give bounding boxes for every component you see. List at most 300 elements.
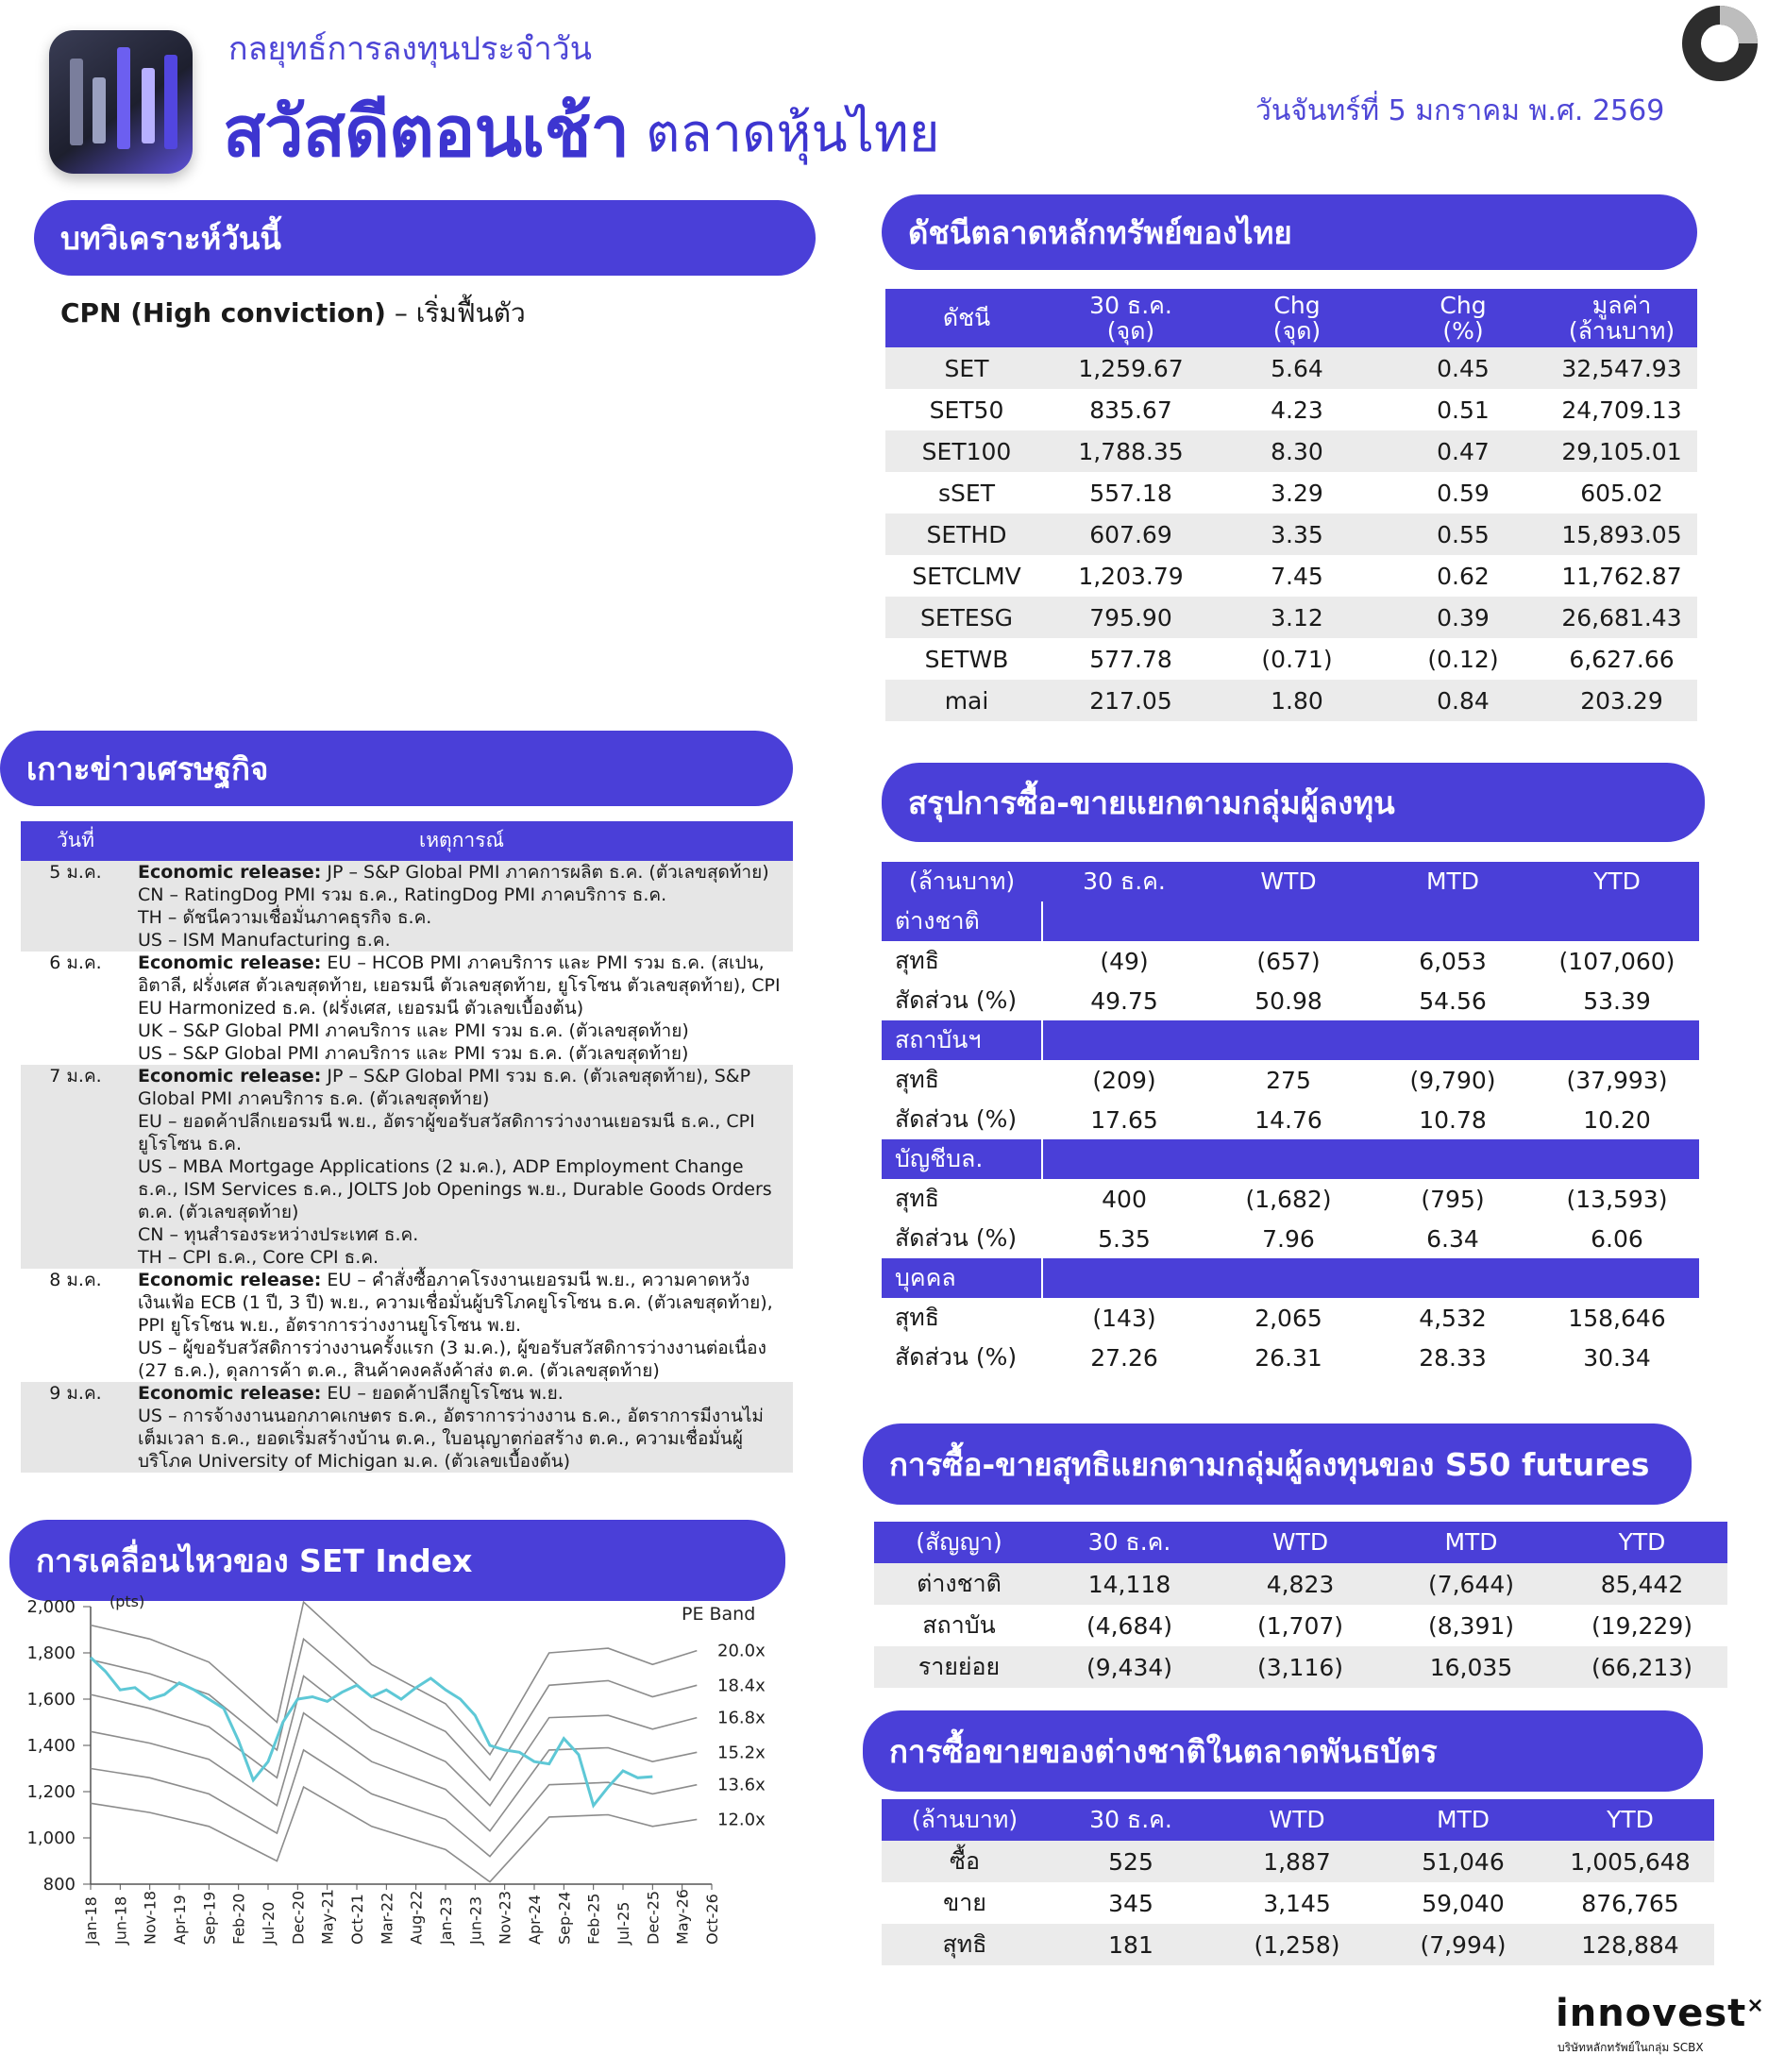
pe-band-label: 13.6x <box>717 1775 766 1795</box>
investor-cell: 26.31 <box>1255 1343 1322 1372</box>
news-header-text: วันที่ <box>57 829 94 852</box>
index-row <box>885 347 1697 389</box>
index-cell: 0.59 <box>1437 479 1490 507</box>
investor-header-3 <box>1371 862 1535 901</box>
index-cell: SET100 <box>885 430 1048 472</box>
investor-cell: 275 <box>1266 1066 1311 1094</box>
pe-band-label: 16.8x <box>717 1708 766 1728</box>
investor-row <box>882 1219 1699 1258</box>
index-cell: 26,681.43 <box>1546 597 1697 638</box>
investor-header-2 <box>1206 862 1371 901</box>
bond-row <box>882 1841 1714 1882</box>
index-cell: sSET <box>938 479 995 507</box>
news-row <box>21 952 793 1065</box>
futures-row <box>874 1605 1727 1646</box>
pe-band-line <box>91 1639 697 1780</box>
investor-cell: 158,646 <box>1568 1304 1666 1332</box>
investor-group-filler <box>1371 1258 1535 1298</box>
investor-group-row <box>882 901 1699 941</box>
investor-cell: สัดส่วน (%) <box>895 1343 1018 1371</box>
investor-cell: (37,993) <box>1566 1066 1668 1094</box>
investor-cell: สัดส่วน (%) <box>895 986 1018 1014</box>
index-cell: 0.51 <box>1437 396 1490 424</box>
bond-cell: 345 <box>1108 1889 1154 1917</box>
y-tick-label: 2,000 <box>26 1597 76 1617</box>
bond-table-heading: การซื้อขายของต่างชาติในตลาดพันธบัตร <box>863 1710 1703 1792</box>
investor-header-1 <box>1042 862 1206 901</box>
investor-group-row <box>882 1139 1699 1179</box>
index-cell: SET <box>885 347 1048 389</box>
futures-cell: (66,213) <box>1557 1646 1727 1688</box>
index-header-text: (จุด) <box>1106 317 1155 345</box>
index-cell: 29,105.01 <box>1546 430 1697 472</box>
index-cell: 6,627.66 <box>1569 645 1675 673</box>
news-table <box>21 821 793 1473</box>
report-date: วันจันทร์ที่ 5 มกราคม พ.ศ. 2569 <box>1255 94 1665 127</box>
investor-cell: 10.78 <box>1419 1105 1487 1134</box>
x-tick-label: Jul-20 <box>260 1901 278 1945</box>
y-tick-label: 1,200 <box>26 1782 76 1802</box>
index-header-1 <box>1048 289 1214 347</box>
y-axis-label: (pts) <box>109 1595 145 1610</box>
investor-group-filler <box>1206 1020 1371 1060</box>
news-label: Economic release: <box>138 1066 322 1087</box>
index-row <box>885 597 1697 638</box>
candlestick-chart-icon <box>49 30 193 174</box>
brand-tagline: บริษัทหลักทรัพย์ในกลุ่ม SCBX <box>1558 2041 1704 2054</box>
bond-header-text: WTD <box>1269 1806 1325 1834</box>
investor-row <box>882 1060 1699 1100</box>
y-tick-label: 1,600 <box>26 1690 76 1710</box>
brand-logo <box>1556 1992 1765 2035</box>
news-date: 6 ม.ค. <box>49 952 102 973</box>
news-row <box>21 861 793 952</box>
investor-cell: (49) <box>1100 947 1149 975</box>
news-line: US – S&P Global PMI ภาคบริการ และ PMI รวม ธ.ค. (ตัวเลขสุดท้าย) <box>138 1043 689 1064</box>
investor-cell: (9,790) <box>1409 1066 1496 1094</box>
investor-group-filler <box>1371 901 1535 941</box>
bond-cell: 128,884 <box>1546 1924 1714 1965</box>
news-line: EU – ยอดค้าปลีกเยอรมนี พ.ย., อัตราผู้ขอรับสวัสดิการว่างงานเยอรมนี ธ.ค., CPI ยูโรโซน ธ.ค. <box>138 1111 755 1154</box>
futures-cell: 4,823 <box>1215 1563 1386 1605</box>
index-cell: 5.64 <box>1214 347 1380 389</box>
investor-group-name: บัญชีบล. <box>882 1139 1042 1179</box>
x-tick-label: Jan-23 <box>437 1896 455 1945</box>
futures-row <box>874 1646 1727 1688</box>
pe-band-label: 12.0x <box>717 1810 766 1830</box>
investor-header-text: WTD <box>1260 868 1317 896</box>
news-line: UK – S&P Global PMI ภาคบริการ และ PMI รวม ธ.ค. (ตัวเลขสุดท้าย) <box>138 1020 689 1041</box>
news-line: EU – HCOB PMI ภาคบริการ และ PMI รวม ธ.ค. (สเปน, อิตาลี, ฝรั่งเศส ตัวเลขสุดท้าย, เยอรมนี ตัวเลขสุดท้าย, ยูโรโซน ตัวเลขสุดท้าย), CPI EU Harmonized ธ.ค. (ฝรั่งเศส, เยอรมนี ตัวเลขเบื้องต้น) <box>138 952 781 1019</box>
news-line: US – การจ้างงานนอกภาคเกษตร ธ.ค., อัตราการว่างงาน ธ.ค., อัตราการมีงานไม่เต็มเวลา ธ.ค., ยอดเริ่มสร้างบ้าน ต.ค., ใบอนุญาตก่อสร้าง ต.ค., ความเชื่อมั่นผู้บริโภค University of Michigan ม.ค. (ตัวเลขเบื้องต้น) <box>138 1406 764 1472</box>
investor-row <box>882 1100 1699 1139</box>
x-tick-label: Dec-25 <box>644 1890 663 1945</box>
investor-cell: 2,065 <box>1255 1304 1322 1332</box>
news-date: 9 ม.ค. <box>21 1382 130 1473</box>
analysis-text <box>60 293 526 334</box>
index-cell: 0.62 <box>1437 562 1490 590</box>
chart-heading: การเคลื่อนไหวของ SET Index <box>9 1520 785 1601</box>
index-header-3 <box>1380 289 1546 347</box>
pe-band-label: 18.4x <box>717 1676 766 1696</box>
investor-header-text: (ล้านบาท) <box>908 868 1016 896</box>
investor-header-row <box>882 862 1699 901</box>
index-cell: 0.45 <box>1380 347 1546 389</box>
futures-cell: (9,434) <box>1044 1646 1215 1688</box>
index-cell: 1.80 <box>1214 680 1380 721</box>
x-tick-label: Nov-23 <box>496 1891 514 1945</box>
pe-band-title: PE Band <box>682 1604 756 1625</box>
set-index-chart <box>0 1595 793 1973</box>
investor-cell: 17.65 <box>1090 1105 1158 1134</box>
index-cell: 11,762.87 <box>1561 562 1682 590</box>
index-cell: 3.12 <box>1214 597 1380 638</box>
futures-cell: (19,229) <box>1591 1611 1692 1640</box>
investor-cell: สุทธิ <box>895 1066 939 1093</box>
x-tick-label: Oct-26 <box>703 1894 721 1945</box>
futures-cell: (8,391) <box>1427 1611 1515 1640</box>
bond-cell: 876,765 <box>1581 1889 1679 1917</box>
index-cell: 1,203.79 <box>1078 562 1184 590</box>
bond-header-4 <box>1546 1799 1714 1841</box>
index-cell: SETWB <box>924 645 1009 673</box>
bond-header-text: YTD <box>1607 1806 1654 1834</box>
bond-cell: 51,046 <box>1380 1841 1546 1882</box>
bond-cell: ซื้อ <box>882 1841 1048 1882</box>
investor-cell: 6,053 <box>1419 947 1487 975</box>
index-row <box>885 680 1697 721</box>
news-line: EU – ยอดค้าปลีกยูโรโซน พ.ย. <box>321 1383 564 1404</box>
header-subtitle: กลยุทธ์การลงทุนประจำวัน <box>228 30 592 68</box>
index-row <box>885 472 1697 514</box>
x-tick-label: Jan-18 <box>82 1896 100 1945</box>
news-line: JP – S&P Global PMI รวม ธ.ค. (ตัวเลขสุดท้าย), S&P Global PMI ภาคบริการ ธ.ค. (ตัวเลขสุดท้าย) <box>138 1066 751 1109</box>
x-tick-label: Feb-25 <box>584 1893 603 1945</box>
pe-band-label: 20.0x <box>717 1641 766 1661</box>
bond-header-2 <box>1214 1799 1380 1841</box>
investor-cell: 7.96 <box>1262 1224 1315 1253</box>
news-line: JP – S&P Global PMI ภาคการผลิต ธ.ค. (ตัวเลขสุดท้าย) <box>321 862 769 883</box>
brand-suffix: × <box>1746 1994 1765 2018</box>
bond-cell: ขาย <box>943 1889 986 1916</box>
x-tick-label: May-26 <box>673 1889 692 1945</box>
index-header-text: (ล้านบาท) <box>1568 317 1676 345</box>
bond-header-text: MTD <box>1436 1806 1490 1834</box>
investor-cell: 6.06 <box>1591 1224 1643 1253</box>
bond-cell: 181 <box>1048 1924 1214 1965</box>
index-cell: 605.02 <box>1580 479 1663 507</box>
news-line: TH – ดัชนีความเชื่อมั่นภาคธุรกิจ ธ.ค. <box>138 907 432 928</box>
investor-cell: 30.34 <box>1583 1343 1651 1372</box>
bond-cell: 525 <box>1048 1841 1214 1882</box>
investor-group-filler <box>1535 1020 1699 1060</box>
investor-cell: (657) <box>1256 947 1321 975</box>
index-cell: 0.84 <box>1380 680 1546 721</box>
futures-cell: (3,116) <box>1215 1646 1386 1688</box>
pe-band-line <box>91 1602 697 1755</box>
investor-cell: 27.26 <box>1090 1343 1158 1372</box>
investor-group-row <box>882 1258 1699 1298</box>
news-header-1 <box>130 821 793 861</box>
news-label: Economic release: <box>138 1383 322 1404</box>
futures-cell: (7,644) <box>1386 1563 1557 1605</box>
index-cell: 0.55 <box>1380 514 1546 555</box>
investor-row <box>882 1179 1699 1219</box>
futures-cell: สถาบัน <box>922 1611 996 1639</box>
investor-group-name: ต่างชาติ <box>882 901 1042 941</box>
investor-row <box>882 1298 1699 1338</box>
news-date: 8 ม.ค. <box>49 1270 102 1290</box>
bond-header-0 <box>882 1799 1048 1841</box>
x-tick-label: Apr-19 <box>171 1895 189 1945</box>
news-label: Economic release: <box>138 952 322 973</box>
investor-cell: (209) <box>1092 1066 1156 1094</box>
investor-cell: (143) <box>1092 1304 1156 1332</box>
index-cell: 1,788.35 <box>1048 430 1214 472</box>
investor-cell: 50.98 <box>1255 986 1322 1015</box>
x-tick-label: Nov-18 <box>141 1891 160 1945</box>
x-tick-label: Dec-20 <box>289 1890 308 1945</box>
x-tick-label: Feb-20 <box>229 1893 248 1945</box>
futures-row <box>874 1563 1727 1605</box>
investor-cell: 14.76 <box>1255 1105 1322 1134</box>
news-label: Economic release: <box>138 1270 322 1290</box>
news-row <box>21 1382 793 1473</box>
investor-group-name: บุคคล <box>882 1258 1042 1298</box>
index-header-text: (%) <box>1442 317 1484 345</box>
investor-cell: 5.35 <box>1098 1224 1151 1253</box>
futures-header-text: (สัญญา) <box>916 1528 1002 1557</box>
news-row <box>21 1065 793 1269</box>
index-cell: 577.78 <box>1089 645 1172 673</box>
futures-header-text: 30 ธ.ค. <box>1087 1528 1171 1557</box>
x-tick-label: Mar-22 <box>378 1892 396 1945</box>
index-row <box>885 389 1697 430</box>
futures-header-1 <box>1044 1522 1215 1563</box>
investor-group-name: สถาบันฯ <box>882 1020 1042 1060</box>
x-tick-label: Sep-24 <box>555 1891 574 1945</box>
investor-group-filler <box>1206 901 1371 941</box>
index-table-heading: ดัชนีตลาดหลักทรัพย์ของไทย <box>882 194 1697 270</box>
news-header-text: เหตุการณ์ <box>419 829 504 852</box>
bond-cell: 1,005,648 <box>1546 1841 1714 1882</box>
investor-cell: 10.20 <box>1583 1105 1651 1134</box>
investor-row <box>882 941 1699 981</box>
index-header-text: 30 ธ.ค. <box>1089 291 1172 319</box>
x-tick-label: May-21 <box>318 1889 337 1945</box>
investor-cell: 53.39 <box>1583 986 1651 1015</box>
analysis-heading: บทวิเคราะห์วันนี้ <box>34 200 816 276</box>
index-row <box>885 638 1697 680</box>
investor-cell: 49.75 <box>1090 986 1158 1015</box>
investor-group-filler <box>1206 1258 1371 1298</box>
investor-row <box>882 981 1699 1020</box>
index-cell: SETHD <box>885 514 1048 555</box>
index-header-2 <box>1214 289 1380 347</box>
investor-group-row <box>882 1020 1699 1060</box>
investor-cell: 4,532 <box>1419 1304 1487 1332</box>
news-event <box>130 1382 793 1473</box>
investor-cell: 54.56 <box>1419 986 1487 1015</box>
pe-band-line <box>91 1713 697 1831</box>
page-title-market: ตลาดหุ้นไทย <box>646 103 940 164</box>
index-row <box>885 514 1697 555</box>
news-header-row <box>21 821 793 861</box>
futures-cell: 85,442 <box>1557 1563 1727 1605</box>
investor-group-filler <box>1042 1258 1206 1298</box>
y-tick-label: 1,000 <box>26 1828 76 1848</box>
news-date: 7 ม.ค. <box>21 1065 130 1269</box>
index-header-4 <box>1546 289 1697 347</box>
futures-cell: 16,035 <box>1386 1646 1557 1688</box>
bond-row <box>882 1924 1714 1965</box>
news-event <box>130 861 793 952</box>
investor-group-filler <box>1371 1139 1535 1179</box>
x-tick-label: Jul-25 <box>615 1901 632 1945</box>
index-cell: SETESG <box>885 597 1048 638</box>
futures-cell: (4,684) <box>1086 1611 1173 1640</box>
investor-cell: สัดส่วน (%) <box>895 1224 1018 1252</box>
x-tick-label: Apr-24 <box>526 1895 544 1945</box>
investor-cell: (107,060) <box>1558 947 1676 975</box>
index-header-text: Chg <box>1440 291 1487 319</box>
investor-cell: สุทธิ <box>895 1185 939 1212</box>
news-event <box>130 952 793 1065</box>
futures-header-3 <box>1386 1522 1557 1563</box>
index-header-0 <box>885 289 1048 347</box>
investor-cell: สุทธิ <box>895 947 939 974</box>
pe-band-line <box>91 1750 697 1857</box>
news-label: Economic release: <box>138 862 322 883</box>
investor-header-text: 30 ธ.ค. <box>1083 868 1166 896</box>
investor-cell: 28.33 <box>1419 1343 1487 1372</box>
investor-group-filler <box>1535 1139 1699 1179</box>
news-event <box>130 1065 793 1269</box>
investor-cell: (795) <box>1421 1185 1485 1213</box>
investor-group-filler <box>1042 1139 1206 1179</box>
futures-cell: 14,118 <box>1044 1563 1215 1605</box>
y-tick-label: 1,400 <box>26 1736 76 1756</box>
investor-cell: สุทธิ <box>895 1304 939 1331</box>
x-tick-label: Aug-22 <box>407 1890 426 1945</box>
investor-table <box>882 862 1699 1377</box>
index-cell: 1,259.67 <box>1048 347 1214 389</box>
y-tick-label: 1,800 <box>26 1643 76 1663</box>
futures-header-text: YTD <box>1618 1528 1666 1557</box>
ring-segment-icon <box>1680 4 1760 83</box>
index-header-text: Chg <box>1273 291 1321 319</box>
y-tick-label: 800 <box>42 1875 76 1895</box>
analysis-stock: CPN (High conviction) <box>60 297 386 328</box>
news-line: CN – RatingDog PMI รวม ธ.ค., RatingDog PMI ภาคบริการ ธ.ค. <box>138 884 667 905</box>
futures-cell: รายย่อย <box>874 1646 1044 1688</box>
investor-cell: (1,682) <box>1245 1185 1332 1213</box>
investor-group-filler <box>1042 901 1206 941</box>
bond-row <box>882 1882 1714 1924</box>
futures-header-row <box>874 1522 1727 1563</box>
investor-group-filler <box>1206 1139 1371 1179</box>
investor-group-filler <box>1371 1020 1535 1060</box>
bond-cell: (7,994) <box>1380 1924 1546 1965</box>
index-cell: 7.45 <box>1271 562 1323 590</box>
futures-cell: ต่างชาติ <box>874 1563 1044 1605</box>
index-cell: 203.29 <box>1546 680 1697 721</box>
investor-header-4 <box>1535 862 1699 901</box>
index-cell: 32,547.93 <box>1546 347 1697 389</box>
bond-header-1 <box>1048 1799 1214 1841</box>
index-cell: 24,709.13 <box>1561 396 1682 424</box>
futures-table <box>874 1522 1727 1688</box>
pe-band-label: 15.2x <box>717 1743 766 1763</box>
investor-header-text: MTD <box>1425 868 1480 896</box>
x-tick-label: Jun-18 <box>111 1895 130 1945</box>
news-date: 5 ม.ค. <box>21 861 130 952</box>
investor-group-filler <box>1535 1258 1699 1298</box>
index-cell: 8.30 <box>1214 430 1380 472</box>
page-title: สวัสดีตอนเช้า <box>223 92 630 173</box>
news-line: CN – ทุนสำรองระหว่างประเทศ ธ.ค. <box>138 1224 419 1245</box>
index-cell: 795.90 <box>1048 597 1214 638</box>
index-cell: (0.12) <box>1427 645 1499 673</box>
bond-cell: 1,887 <box>1214 1841 1380 1882</box>
investor-header-0 <box>882 862 1042 901</box>
investor-table-heading: สรุปการซื้อ-ขายแยกตามกลุ่มผู้ลงทุน <box>882 763 1705 842</box>
investor-cell: สัดส่วน (%) <box>895 1105 1018 1133</box>
x-tick-label: Jun-23 <box>466 1895 485 1945</box>
investor-group-filler <box>1042 1020 1206 1060</box>
news-event <box>130 1269 793 1382</box>
index-table <box>885 289 1697 721</box>
index-cell: 0.39 <box>1380 597 1546 638</box>
news-line: US – MBA Mortgage Applications (2 ม.ค.), ADP Employment Change ธ.ค., ISM Services ธ.ค., JOLTS Job Openings พ.ย., Durable Goods Orders ต.ค. (ตัวเลขสุดท้าย) <box>138 1156 772 1222</box>
index-cell: 0.47 <box>1380 430 1546 472</box>
news-line: TH – CPI ธ.ค., Core CPI ธ.ค. <box>138 1247 379 1268</box>
index-cell: 607.69 <box>1048 514 1214 555</box>
index-cell: 4.23 <box>1271 396 1323 424</box>
index-cell: SET50 <box>929 396 1004 424</box>
futures-header-text: WTD <box>1271 1528 1329 1557</box>
index-cell: 835.67 <box>1089 396 1172 424</box>
index-cell: 3.35 <box>1214 514 1380 555</box>
futures-table-heading: การซื้อ-ขายสุทธิแยกตามกลุ่มผู้ลงทุนของ S50 futures <box>863 1423 1692 1505</box>
brand-name: innovest <box>1556 1992 1747 2035</box>
news-row <box>21 1269 793 1382</box>
futures-header-4 <box>1557 1522 1727 1563</box>
index-cell: 557.18 <box>1089 479 1172 507</box>
investor-header-text: YTD <box>1593 868 1641 896</box>
news-line: EU – คำสั่งซื้อภาคโรงงานเยอรมนี พ.ย., ความคาดหวังเงินเฟ้อ ECB (1 ปี, 3 ปี) พ.ย., ความเชื่อมั่นผู้บริโภคยูโรโซน ธ.ค. (ตัวเลขสุดท้าย), PPI ยูโรโซน พ.ย., อัตราการว่างงานยูโรโซน พ.ย. <box>138 1270 773 1336</box>
news-line: US – ISM Manufacturing ธ.ค. <box>138 930 391 951</box>
bond-table <box>882 1799 1714 1965</box>
bond-cell: 59,040 <box>1422 1889 1505 1917</box>
index-cell: SETCLMV <box>912 562 1021 590</box>
index-row <box>885 555 1697 597</box>
bond-cell: สุทธิ <box>882 1924 1048 1965</box>
investor-group-filler <box>1535 901 1699 941</box>
investor-cell: 6.34 <box>1426 1224 1479 1253</box>
bond-cell: (1,258) <box>1214 1924 1380 1965</box>
index-cell: mai <box>885 680 1048 721</box>
x-tick-label: Oct-21 <box>348 1894 366 1945</box>
x-tick-label: Sep-19 <box>200 1891 219 1945</box>
index-row <box>885 430 1697 472</box>
index-header-text: (จุด) <box>1272 317 1322 345</box>
investor-cell: 400 <box>1102 1185 1147 1213</box>
index-header-text: มูลค่า <box>1591 291 1652 319</box>
investor-cell: (13,593) <box>1566 1185 1668 1213</box>
index-header-text: ดัชนี <box>942 304 991 332</box>
news-line: US – ผู้ขอรับสวัสดิการว่างงานครั้งแรก (3 ม.ค.), ผู้ขอรับสวัสดิการว่างงานต่อเนื่อง (27 ธ.ค.), ดุลการค้า ต.ค., สินค้าคงคลังค้าส่ง ต.ค. (ตัวเลขสุดท้าย) <box>138 1338 766 1381</box>
